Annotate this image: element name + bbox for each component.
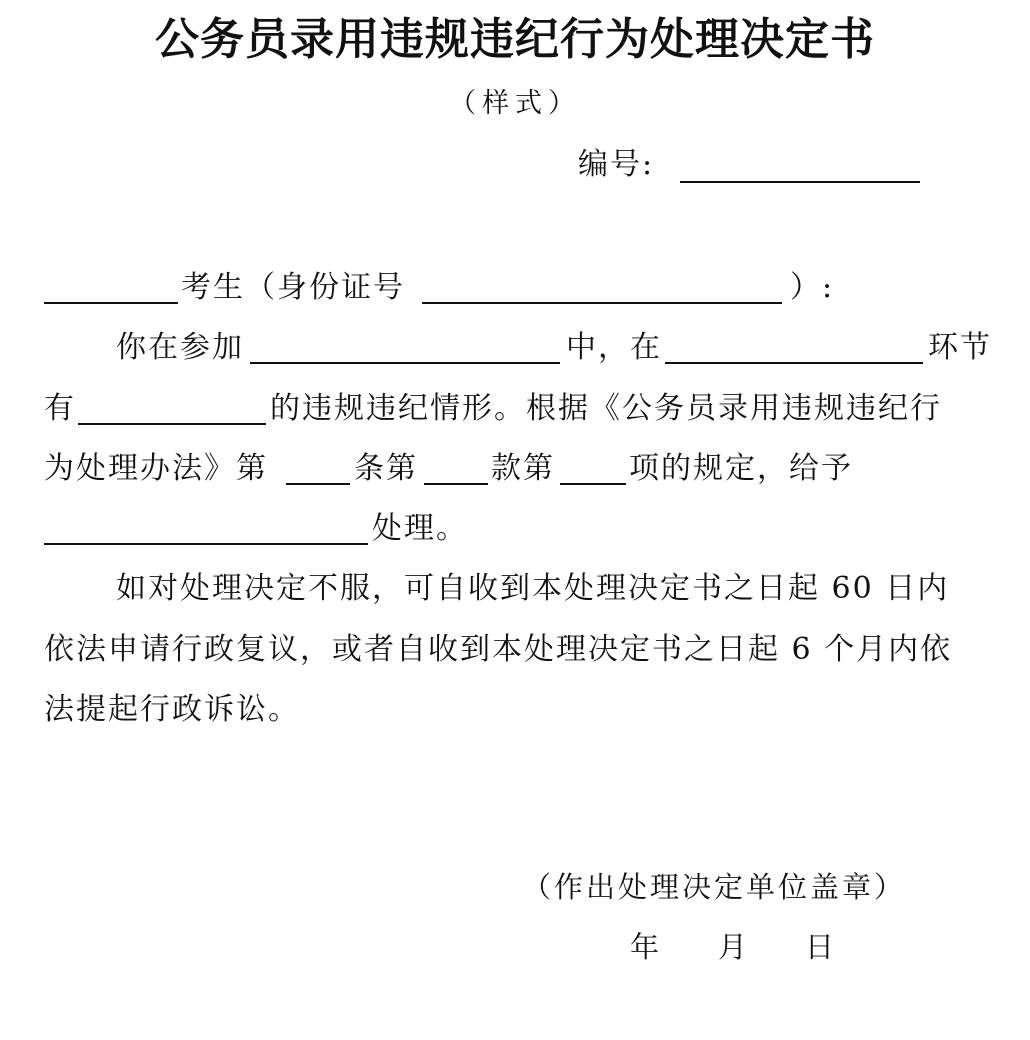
para2-line3-c: 款第 <box>491 451 555 486</box>
para2-line4-b: 处理。 <box>372 511 468 546</box>
clause-blank <box>424 483 488 485</box>
para2-line2-a: 有 <box>44 391 76 426</box>
para2-line1-b: 中，在 <box>566 330 662 365</box>
candidate-name-blank <box>44 302 178 304</box>
exam-stage-blank <box>665 362 923 364</box>
para2-line1-a: 你在参加 <box>116 330 244 365</box>
para3-line3: 法提起行政诉讼。 <box>44 692 300 727</box>
date-year: 年 <box>630 930 663 964</box>
para2-line3-b: 条第 <box>354 451 418 486</box>
para3-line2: 依法申请行政复议，或者自收到本处理决定书之日起 6 个月内依 <box>44 632 953 667</box>
stamp-label: （作出处理决定单位盖章） <box>522 870 907 904</box>
exam-name-blank <box>250 362 560 364</box>
document-title: 公务员录用违规违纪行为处理决定书 <box>155 14 875 65</box>
candidate-close: ）: <box>790 270 835 305</box>
number-label: 编号: <box>578 147 655 182</box>
penalty-blank <box>44 543 368 545</box>
document-subtitle: （样式） <box>449 88 581 119</box>
date-day: 日 <box>805 930 838 964</box>
para2-line1-c: 环节 <box>928 330 992 365</box>
item-blank <box>560 483 626 485</box>
para3-line1: 如对处理决定不服，可自收到本处理决定书之日起 60 日内 <box>116 571 950 606</box>
violation-blank <box>78 423 266 425</box>
number-blank <box>680 181 920 183</box>
candidate-label: 考生（身份证号 <box>181 270 405 305</box>
para2-line2-b: 的违规违纪情形。根据《公务员录用违规违纪行 <box>270 391 942 426</box>
article-blank <box>286 483 350 485</box>
date-month: 月 <box>718 930 751 964</box>
para2-line3-a: 为处理办法》第 <box>44 451 268 486</box>
para2-line3-d: 项的规定，给予 <box>629 451 853 486</box>
id-number-blank <box>422 302 782 304</box>
